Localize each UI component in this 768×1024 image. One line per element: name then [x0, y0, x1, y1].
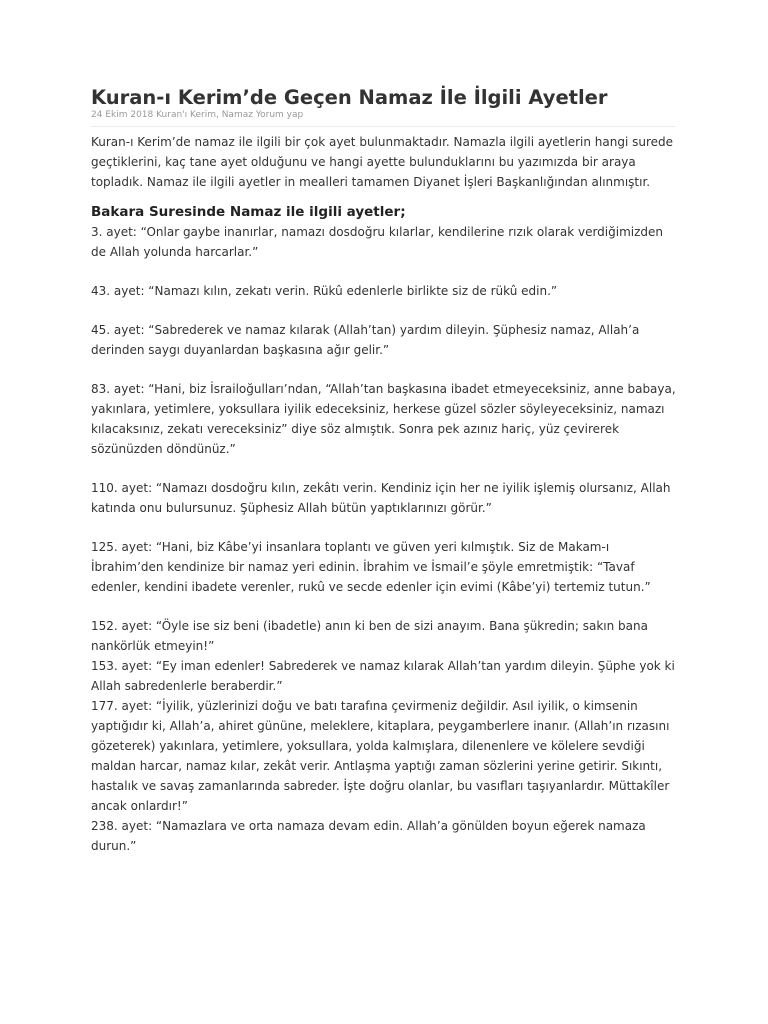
article	[91, 86, 676, 856]
verse-152: 152. ayet: “Öyle ise siz beni (ibadetle) anın ki ben de sizi anayım. Bana şükredin; sakın bana nankörlük etmeyin!”	[91, 619, 648, 653]
verse-125: 125. ayet: “Hani, biz Kâbe’yi insanlara toplantı ve güven yeri kılmıştık. Siz de Makam-ı İbrahim’den kendinize bir namaz yeri edinin. İbrahim ve İsmail’e şöyle emretmiştik: “Tavaf edenler, kendini ibadete verenler, rukû ve secde edenler için evimi (Kâbe’yi) tertemiz tutun.”	[91, 540, 651, 594]
post-meta: 24 Ekim 2018 Kuran'ı Kerim, Namaz Yorum yap	[91, 110, 304, 120]
verse-238: 238. ayet: “Namazlara ve orta namaza devam edin. Allah’a gönülden boyun eğerek namaza durun.”	[91, 819, 646, 853]
verse-83: 83. ayet: “Hani, biz İsrailoğulları’ndan, “Allah’tan başkasına ibadet etmeyeceksiniz, anne babaya, yakınlara, yetimlere, yoksullara iyilik edeceksiniz, herkese güzel sözler söyleyeceksiniz, namazı kılacaksınız, zekatı vereceksiniz” diye söz almıştık. Sonra pek azınız hariç, yüz çevirerek sözünüzden döndünüz.”	[91, 382, 676, 456]
verse-177: 177. ayet: “İyilik, yüzlerinizi doğu ve batı tarafına çevirmeniz değildir. Asıl iyilik, o kimsenin yaptığıdır ki, Allah’a, ahiret gününe, meleklere, kitaplara, peygamberlere inanır. (Allah’ın rızasını gözeterek) yakınlara, yetimlere, yoksullara, yolda kalmışlara, dilenenlere ve kölelere sevdiği maldan harcar, namaz kılar, zekât verir. Antlaşma yaptığı zaman sözlerini yerine getirir. Sıkıntı, hastalık ve savaş zamanlarında sabreder. İşte doğru olanlar, bu vasıfları taşıyanlardır. Müttakîler ancak onlardır!”	[91, 699, 670, 813]
verse-110: 110. ayet: “Namazı dosdoğru kılın, zekâtı verin. Kendiniz için her ne iyilik işlemiş olursanız, Allah katında onu bulursunuz. Şüphesiz Allah bütün yaptıklarınızı görür.”	[91, 481, 671, 515]
section-heading: Bakara Suresinde Namaz ile ilgili ayetler;	[91, 204, 406, 220]
page-title: Kuran-ı Kerim’de Geçen Namaz İle İlgili Ayetler	[91, 86, 608, 109]
verse-3: 3. ayet: “Onlar gaybe inanırlar, namazı dosdoğru kılarlar, kendilerine rızık olarak verdiğimizden de Allah yolunda harcarlar.”	[91, 225, 664, 259]
verse-43: 43. ayet: “Namazı kılın, zekatı verin. Rükû edenlerle birlikte siz de rükû edin.”	[91, 284, 558, 298]
verse-45: 45. ayet: “Sabrederek ve namaz kılarak (Allah’tan) yardım dileyin. Şüphesiz namaz, Allah’a derinden saygı duyanlardan başkasına ağır gelir.”	[91, 323, 640, 357]
intro-paragraph: Kuran-ı Kerim’de namaz ile ilgili bir çok ayet bulunmaktadır. Namazla ilgili ayetlerin hangi surede geçtiklerini, kaç tane ayet olduğunu ve hangi ayette bulunduklarını bu yazımızda bir araya topladık. Namaz ile ilgili ayetler in mealleri tamamen Diyanet İşleri Başkanlığından alınmıştır.	[91, 135, 674, 189]
verse-153: 153. ayet: “Ey iman edenler! Sabrederek ve namaz kılarak Allah’tan yardım dileyin. Şüphe yok ki Allah sabredenlerle beraberdir.”	[91, 659, 675, 693]
title-divider	[91, 126, 676, 127]
